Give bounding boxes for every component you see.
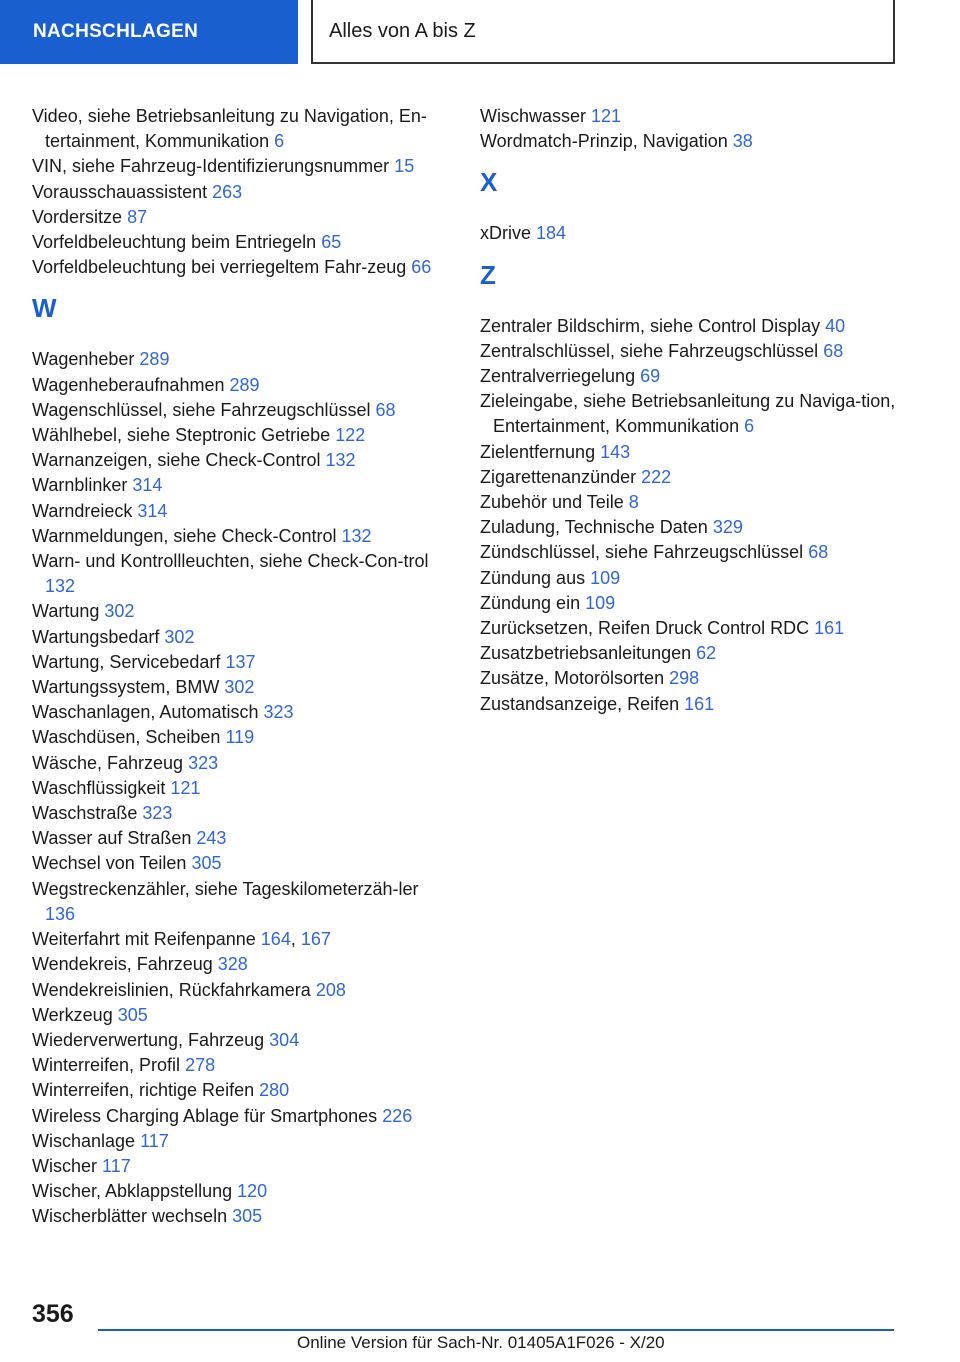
index-entry — [32, 1179, 452, 1204]
index-entry — [32, 725, 452, 750]
index-term: Zentralschlüssel, siehe Fahrzeugschlüssel — [480, 340, 819, 361]
index-term: Warnblinker — [32, 475, 128, 496]
index-entry — [32, 1154, 452, 1179]
index-term: Warndreieck — [32, 500, 133, 521]
index-term: Wordmatch-Prinzip, Navigation — [480, 131, 728, 152]
index-term: Waschstraße — [32, 803, 138, 824]
page-reference-link[interactable]: 8 — [628, 492, 639, 513]
page-reference-link[interactable]: 132 — [341, 525, 372, 546]
index-term: Wireless Charging Ablage für Smartphones — [32, 1105, 378, 1126]
page-reference-link[interactable]: 62 — [696, 643, 717, 664]
page-reference-link[interactable]: 122 — [335, 425, 366, 446]
page-reference-link[interactable]: 119 — [225, 727, 255, 748]
chapter-title: Alles von A bis Z — [329, 19, 476, 42]
footer-divider — [98, 1329, 894, 1331]
page-reference-link[interactable]: 222 — [641, 466, 672, 487]
index-term: Zustandsanzeige, Reifen — [480, 693, 680, 714]
index-term: Wendekreislinien, Rückfahrkamera — [32, 979, 311, 1000]
index-entry — [32, 625, 452, 650]
index-entry — [480, 641, 900, 666]
index-term: Wartung, Servicebedarf — [32, 651, 221, 672]
index-term: Zentralverriegelung — [480, 366, 636, 387]
index-entry — [480, 515, 900, 540]
index-term: Warn- und Kontrollleuchten, siehe Check-Con‐trol — [32, 551, 429, 572]
page-reference-link[interactable]: 109 — [585, 592, 616, 613]
index-entry — [32, 373, 452, 398]
index-term: Wegstreckenzähler, siehe Tageskilometerzäh‐ler — [32, 878, 419, 899]
index-entry — [32, 423, 452, 448]
index-term: Zuladung, Technische Daten — [480, 517, 708, 538]
page-reference-link[interactable]: 38 — [732, 131, 753, 152]
index-entry — [480, 314, 900, 339]
index-entry — [32, 1028, 452, 1053]
index-term: Wartung — [32, 601, 100, 622]
index-entry — [480, 692, 900, 717]
page-reference-link[interactable]: 109 — [590, 567, 621, 588]
chapter-title-box — [311, 0, 895, 64]
page-reference-link[interactable]: 66 — [411, 257, 432, 278]
index-term: Wechsel von Teilen — [32, 853, 187, 874]
page-reference-link[interactable]: 314 — [137, 500, 168, 521]
page-reference-link[interactable]: 289 — [139, 349, 170, 370]
section-label: NACHSCHLAGEN — [33, 21, 199, 42]
page-reference-link[interactable]: 120 — [237, 1181, 268, 1202]
index-entry — [32, 599, 452, 624]
page-header — [0, 0, 960, 66]
page-reference-link[interactable]: 243 — [196, 828, 227, 849]
page-reference-link[interactable]: 302 — [224, 677, 255, 698]
index-entry — [32, 1204, 452, 1229]
page-reference-link[interactable]: 305 — [117, 1004, 148, 1025]
index-term: Wäsche, Fahrzeug — [32, 752, 184, 773]
page-reference-link[interactable]: 161 — [684, 693, 715, 714]
index-entry: Weiterfahrt mit Reifenpanne 164, 167 — [32, 929, 331, 950]
index-entry — [32, 398, 452, 423]
index-letter-w: W — [32, 293, 57, 324]
index-entry — [480, 221, 900, 246]
page-reference-link[interactable]: 184 — [536, 223, 567, 244]
index-entry — [32, 851, 452, 876]
page-reference-link[interactable]: 164 — [260, 929, 291, 950]
index-group-w-cont — [480, 104, 900, 154]
page-reference-link[interactable]: 136 — [45, 903, 76, 924]
index-term: Warnanzeigen, siehe Check-Control — [32, 450, 321, 471]
index-entry — [480, 566, 900, 591]
index-entry — [480, 490, 900, 515]
index-entry — [32, 700, 452, 725]
index-entry — [32, 650, 452, 675]
index-entry — [32, 1003, 452, 1028]
index-group-z — [480, 314, 900, 717]
index-entry — [32, 154, 452, 179]
index-column-left — [32, 104, 452, 1230]
index-entry — [480, 666, 900, 691]
index-term: Zusätze, Motorölsorten — [480, 668, 665, 689]
page-reference-link[interactable]: 289 — [229, 374, 260, 395]
index-term: Wagenheber — [32, 349, 135, 370]
index-term: Winterreifen, Profil — [32, 1055, 181, 1076]
page-reference-link[interactable]: 323 — [263, 702, 294, 723]
index-term: Wendekreis, Fahrzeug — [32, 954, 213, 975]
index-term: Zündung ein — [480, 592, 581, 613]
index-entry — [32, 751, 452, 776]
index-term: Wischwasser — [480, 106, 587, 126]
index-entry — [32, 1053, 452, 1078]
page-reference-link[interactable]: 305 — [232, 1206, 263, 1227]
index-term: xDrive — [480, 223, 532, 244]
index-entry — [480, 465, 900, 490]
index-term: Zündung aus — [480, 567, 586, 588]
index-entry — [32, 1078, 452, 1103]
index-term: Wischer — [32, 1155, 98, 1176]
page-reference-link[interactable]: 69 — [640, 366, 661, 387]
page-reference-link[interactable]: 314 — [132, 475, 163, 496]
index-term: Wiederverwertung, Fahrzeug — [32, 1029, 265, 1050]
index-entry — [32, 347, 452, 372]
page-reference-link[interactable]: 280 — [259, 1080, 290, 1101]
page-reference-link[interactable]: 304 — [269, 1029, 300, 1050]
index-group-w — [32, 347, 452, 1229]
page-reference-link[interactable]: 6 — [274, 131, 285, 152]
index-entry — [480, 616, 900, 641]
index-entry — [32, 473, 452, 498]
index-letter-x: X — [480, 167, 498, 198]
page-reference-link[interactable]: 323 — [142, 803, 173, 824]
index-term: Winterreifen, richtige Reifen — [32, 1080, 255, 1101]
page-reference-link[interactable]: 132 — [325, 450, 356, 471]
page-reference-link[interactable]: 87 — [127, 206, 148, 227]
index-term: Zubehör und Teile — [480, 492, 624, 513]
index-term: Wischer, Abklappstellung — [32, 1181, 233, 1202]
index-entry — [32, 1129, 452, 1154]
index-entry — [32, 255, 452, 280]
page-reference-link[interactable]: 298 — [669, 668, 700, 689]
page-reference-link[interactable]: 117 — [102, 1155, 131, 1176]
index-entry — [32, 180, 452, 205]
index-term: Zentraler Bildschirm, siehe Control Display — [480, 315, 821, 336]
index-entry — [480, 364, 900, 389]
page-reference-link[interactable]: 117 — [140, 1130, 169, 1151]
index-entry — [32, 205, 452, 230]
index-entry — [480, 540, 900, 565]
index-entry — [32, 230, 452, 255]
index-entry — [32, 978, 452, 1003]
page-reference-link[interactable]: 121 — [591, 106, 622, 126]
index-entry — [32, 776, 452, 801]
index-entry — [32, 675, 452, 700]
index-entry — [32, 826, 452, 851]
index-group-x — [480, 221, 900, 246]
footer-text: Online Version für Sach-Nr. 01405A1F026 - X/20 — [297, 1333, 665, 1352]
index-entry — [480, 389, 900, 439]
index-entry — [32, 801, 452, 826]
index-term: Weiterfahrt mit Reifenpanne — [32, 929, 256, 950]
index-group-v — [32, 104, 452, 280]
index-term: Werkzeug — [32, 1004, 113, 1025]
page-reference-link[interactable]: 137 — [225, 651, 256, 672]
page-reference-link[interactable]: 15 — [394, 156, 415, 177]
index-entry — [32, 499, 452, 524]
index-entry — [480, 339, 900, 364]
index-term: Zigarettenanzünder — [480, 466, 637, 487]
index-term: Warnmeldungen, siehe Check-Control — [32, 525, 337, 546]
page-reference-link[interactable]: 68 — [375, 399, 396, 420]
section-tab — [0, 0, 298, 64]
index-entry — [32, 549, 452, 599]
index-term: Vorfeldbeleuchtung bei verriegeltem Fahr‐zeug — [32, 257, 407, 278]
index-term: Wartungsbedarf — [32, 626, 160, 647]
page-reference-link[interactable]: 161 — [814, 618, 845, 639]
index-entry — [32, 1104, 452, 1129]
index-term: Wählhebel, siehe Steptronic Getriebe — [32, 425, 331, 446]
index-term: Video, siehe Betriebsanleitung zu Navigation, En‐tertainment, Kommunikation — [32, 106, 427, 152]
index-term: Wagenschlüssel, siehe Fahrzeugschlüssel — [32, 399, 371, 420]
index-entry — [480, 591, 900, 616]
page-reference-link[interactable]: 167 — [300, 929, 331, 950]
index-term: Wasser auf Straßen — [32, 828, 192, 849]
page-reference-link[interactable]: 302 — [104, 601, 135, 622]
index-term: Vordersitze — [32, 206, 123, 227]
page-reference-link[interactable]: 263 — [212, 181, 243, 202]
page-reference-link[interactable]: 226 — [382, 1105, 413, 1126]
index-entry — [32, 524, 452, 549]
page-reference-link[interactable]: 305 — [191, 853, 222, 874]
index-term: Waschanlagen, Automatisch — [32, 702, 259, 723]
page-reference-link[interactable]: 68 — [823, 340, 844, 361]
index-term: Vorausschauassistent — [32, 181, 208, 202]
index-entry — [32, 448, 452, 473]
page-reference-link[interactable]: 6 — [744, 416, 755, 437]
index-column-right — [480, 104, 900, 717]
page-reference-link[interactable]: 323 — [188, 752, 219, 773]
index-entry — [480, 129, 900, 154]
index-term: Zieleingabe, siehe Betriebsanleitung zu Naviga‐tion, Entertainment, Kommunikation — [480, 391, 896, 437]
page-number: 356 — [32, 1300, 74, 1328]
page-reference-link[interactable]: 278 — [185, 1055, 216, 1076]
index-letter-z: Z — [480, 259, 496, 290]
index-term: Zurücksetzen, Reifen Druck Control RDC — [480, 618, 810, 639]
index-entry — [480, 440, 900, 465]
page-reference-link[interactable]: 68 — [808, 542, 829, 563]
index-entry — [32, 104, 452, 154]
index-term: Waschdüsen, Scheiben — [32, 727, 221, 748]
page-reference-link[interactable]: 328 — [217, 954, 248, 975]
index-term: Wischerblätter wechseln — [32, 1206, 228, 1227]
index-term: Zündschlüssel, siehe Fahrzeugschlüssel — [480, 542, 804, 563]
page-reference-link[interactable]: 65 — [321, 232, 342, 253]
index-term: Waschflüssigkeit — [32, 777, 166, 798]
index-term: Wischanlage — [32, 1130, 136, 1151]
index-entry — [32, 877, 452, 927]
page-reference-link[interactable]: 40 — [825, 315, 846, 336]
page-reference-link[interactable]: 208 — [315, 979, 346, 1000]
index-term: Wagenheberaufnahmen — [32, 374, 225, 395]
page-reference-link[interactable]: 132 — [45, 576, 76, 597]
index-entry — [32, 952, 452, 977]
index-term: VIN, siehe Fahrzeug-Identifizierungsnummer — [32, 156, 390, 177]
index-term: Zielentfernung — [480, 441, 596, 462]
page-reference-link[interactable]: 302 — [164, 626, 195, 647]
index-term: Vorfeldbeleuchtung beim Entriegeln — [32, 232, 317, 253]
page-reference-link[interactable]: 121 — [170, 777, 201, 798]
page-reference-link[interactable]: 143 — [600, 441, 631, 462]
index-term: Wartungssystem, BMW — [32, 677, 220, 698]
page-reference-link[interactable]: 329 — [712, 517, 743, 538]
index-entry — [480, 104, 900, 129]
index-term: Zusatzbetriebsanleitungen — [480, 643, 692, 664]
